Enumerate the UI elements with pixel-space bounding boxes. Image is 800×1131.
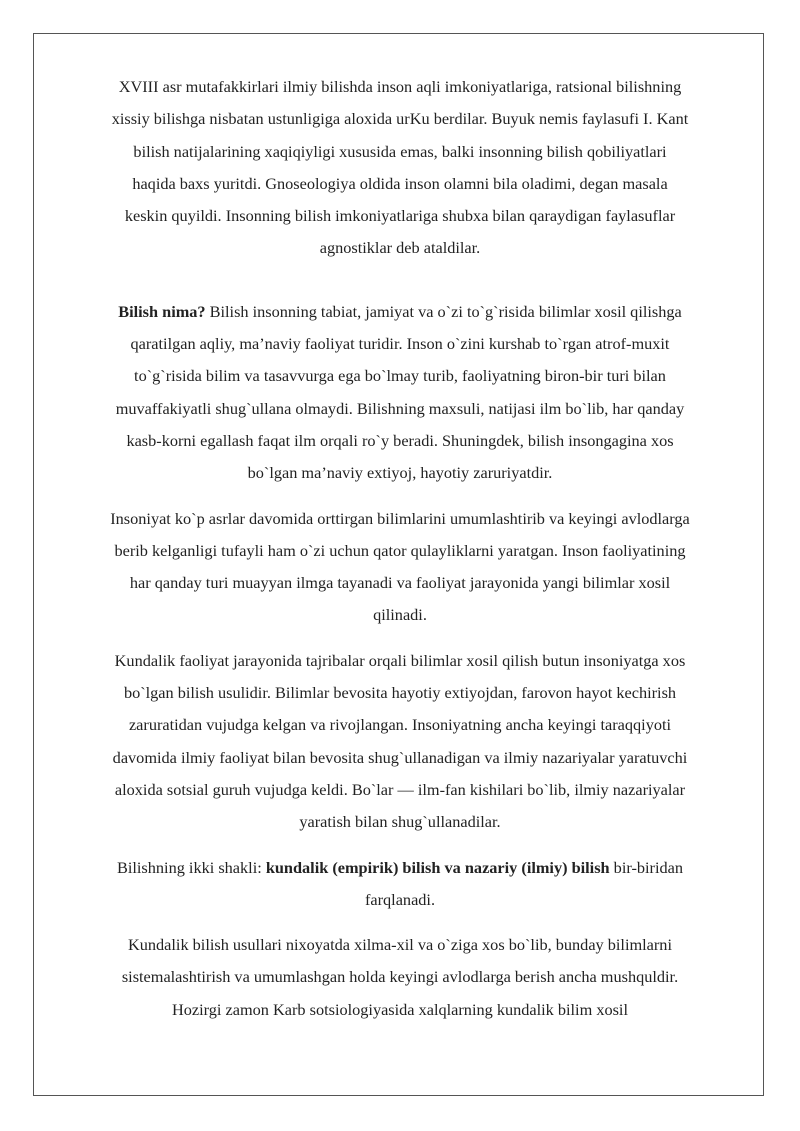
paragraph-5-end: bir-biridan farqlanadi. <box>364 857 683 909</box>
document-body <box>110 71 690 1026</box>
paragraph-4: Kundalik faoliyat jarayonida tajribalar orqali bilimlar xosil qilish butun insoniyatga xos bo`lgan bilish usulidir. Bilimlar bevosita hayotiy extiyojdan, farovon hayot kechirish zaruratidan vujudga kelgan va rivojlangan. Insoniyatning ancha keyingi taraqqiyoti davomida ilmiy faoliyat bilan bevosita shug`ullanadigan va ilmiy nazariyalar yaratuvchi aloxida sotsial guruh vujudga keldi. Bo`lar — ilm-fan kishilari bo`lib, ilmiy nazariyalar yaratish bilan shug`ullanadilar. <box>112 650 688 832</box>
paragraph-1: XVIII asr mutafakkirlari ilmiy bilishda inson aqli imkoniyatlariga, ratsional bilishning xissiy bilishga nisbatan ustunligiga aloxida urKu berdilar. Buyuk nemis faylasufi I. Kant bilish natijalarining xaqiqiyligi xususida emas, balki insonning bilish qobiliyatlari haqida baxs yuritdi. Gnoseologiya oldida inson olamni bila oladimi, degan masala keskin quyildi. Insonning bilish imkoniyatlariga shubxa bilan qaraydigan faylasuflar agnostiklar deb ataldilar. <box>111 77 689 258</box>
paragraph-6: Kundalik bilish usullari nixoyatda xilma-xil va o`ziga xos bo`lib, bunday bilimlarni sistemalashtirish va umumlashgan holda keyingi avlodlarga berish ancha mushquldir. Hozirgi zamon Karb sotsiologiyasida xalqlarning kundalik bilim xosil <box>121 935 679 1019</box>
paragraph-2-lead: Bilish nima? <box>118 301 206 321</box>
paragraph-2-text: Bilish insonning tabiat, jamiyat va o`zi to`g`risida bilimlar xosil qilishga qaratilgan aqliy, ma’naviy faoliyat turidir. Inson o`zini kurshab to`rgan atrof-muxit to`g`risida bilim va tasavvurga ega bo`lmay turib, faoliyatning biron-bir turi bilan muvaffakiyatli shug`ullana olmaydi. Bilishning maxsuli, natijasi ilm bo`lib, har qanday kasb-korni egallash faqat ilm orqali ro`y beradi. Shuningdek, bilish insongagina xos bo`lgan ma’naviy extiyoj, hayotiy zaruriyatdir. <box>115 301 685 483</box>
paragraph-5-start: Bilishning ikki shakli: <box>117 857 266 877</box>
paragraph-5-bold: kundalik (empirik) bilish va nazariy (ilmiy) bilish <box>265 857 610 877</box>
paragraph-2 <box>110 296 690 490</box>
paragraph-3: Insoniyat ko`p asrlar davomida orttirgan bilimlarini umumlashtirib va keyingi avlodlarga berib kelganligi tufayli ham o`zi uchun qator qulayliklarni yaratgan. Inson faoliyatining har qanday turi muayyan ilmga tayanadi va faoliyat jarayonida yangi bilimlar xosil qilinadi. <box>110 508 690 625</box>
paragraph-5 <box>110 852 690 917</box>
